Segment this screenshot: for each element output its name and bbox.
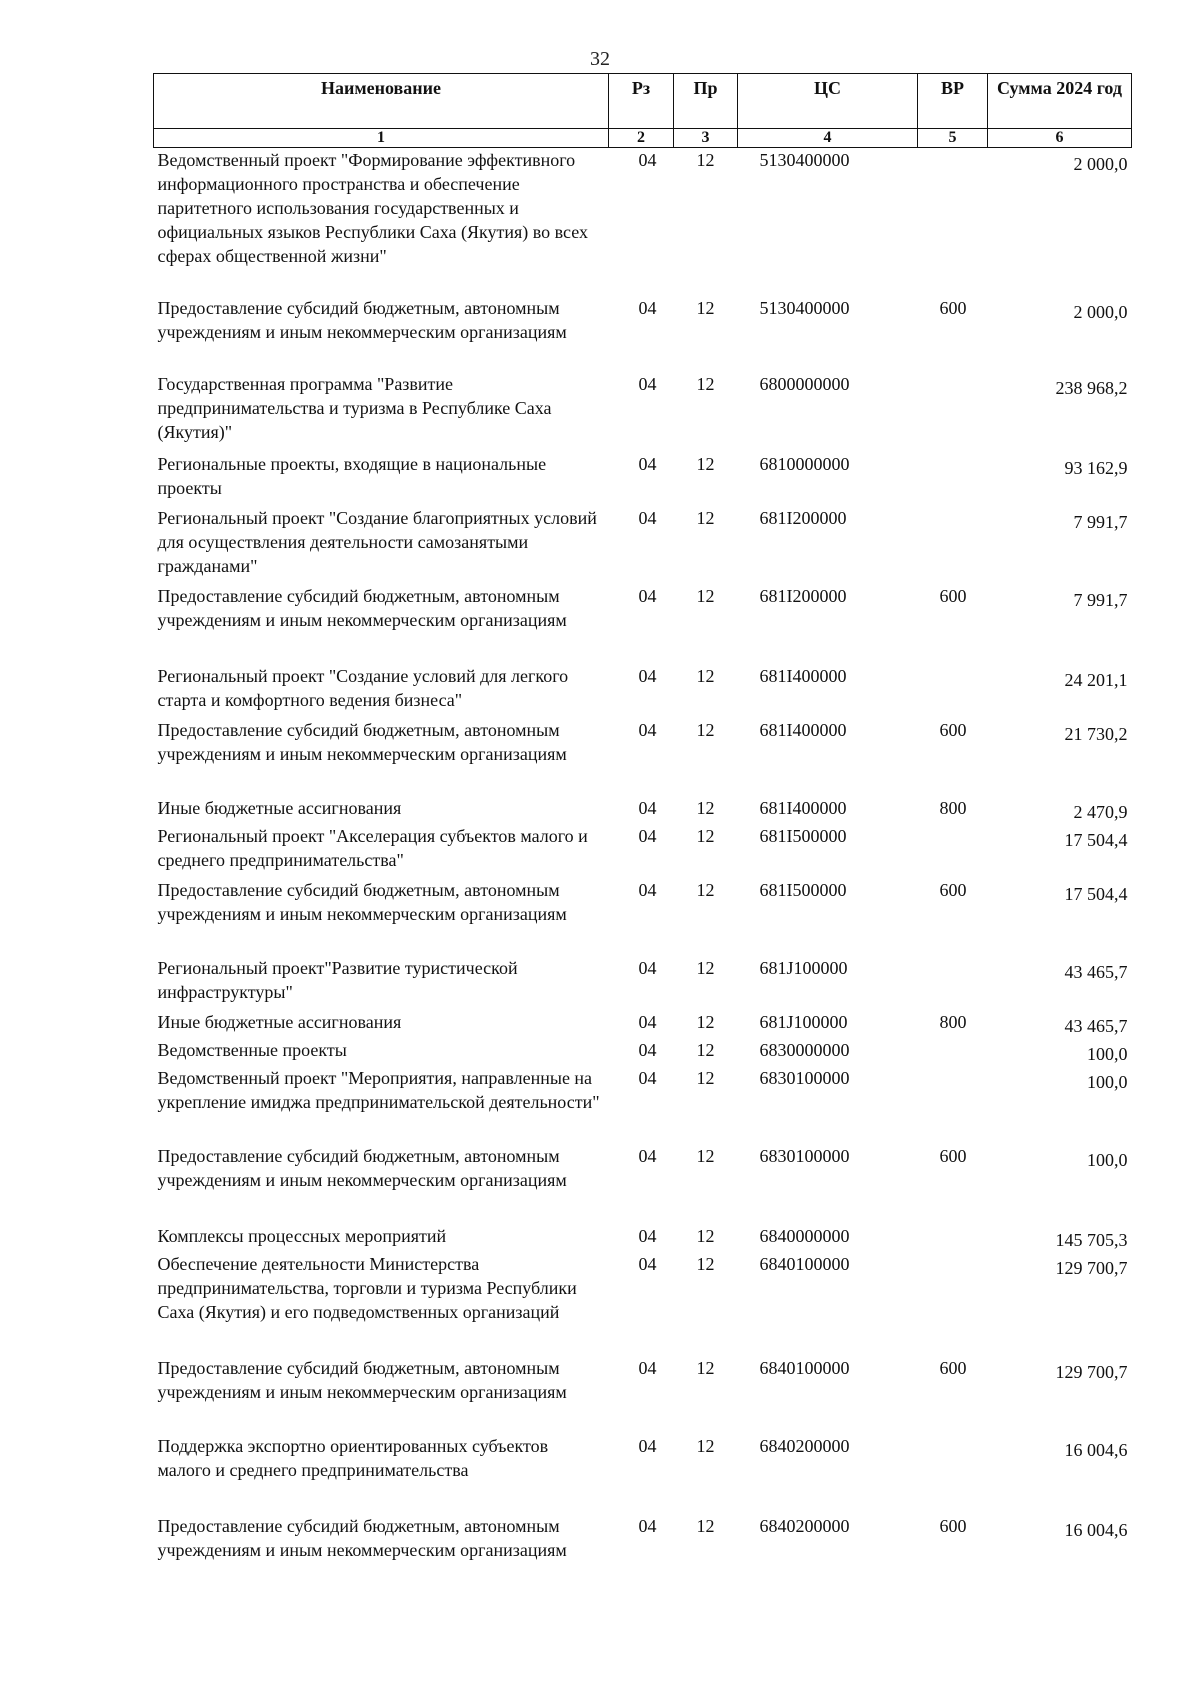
row-rz: 04	[638, 1435, 657, 1456]
row-sum: 17 504,4	[1064, 883, 1128, 904]
table-row	[154, 1434, 1132, 1514]
column-number: 2	[609, 129, 674, 148]
row-name: Обеспечение деятельности Министерства предпринимательства, торговли и туризма Республики Саха (Якутия) и его подведомственных организаций	[157, 1253, 577, 1322]
row-name: Региональный проект "Акселерация субъектов малого и среднего предпринимательства"	[157, 825, 588, 870]
row-pr: 12	[696, 879, 715, 900]
row-name: Государственная программа "Развитие предпринимательства и туризма в Республике Саха (Якутия)"	[157, 373, 552, 442]
table-row	[154, 796, 1132, 824]
row-cs: 6840200000	[759, 1515, 850, 1536]
row-vr	[918, 148, 988, 296]
row-name: Ведомственный проект "Мероприятия, направленные на укрепление имиджа предпринимательской деятельности"	[157, 1067, 600, 1112]
table-row	[154, 584, 1132, 664]
row-sum: 17 504,4	[1064, 829, 1128, 850]
header-pr: Пр	[674, 74, 738, 129]
table-row	[154, 452, 1132, 506]
row-vr: 600	[939, 585, 967, 606]
header-sum: Сумма 2024 год	[988, 74, 1132, 129]
table-row	[154, 664, 1132, 718]
row-name: Комплексы процессных мероприятий	[157, 1225, 447, 1246]
row-name: Ведомственный проект "Формирование эффективного информационного пространства и обеспечение паритетного использования государственных и официальных языков Республики Саха (Якутия) во всех сферах общественной жизни"	[157, 150, 588, 266]
row-pr: 12	[696, 957, 715, 978]
row-pr: 12	[696, 1515, 715, 1536]
row-cs: 6800000000	[759, 373, 850, 394]
row-vr	[918, 1434, 988, 1514]
row-name: Ведомственные проекты	[157, 1039, 347, 1060]
budget-table	[153, 73, 1132, 1568]
column-number: 5	[918, 129, 988, 148]
row-name: Региональные проекты, входящие в национальные проекты	[157, 453, 547, 498]
row-vr	[918, 1252, 988, 1356]
row-pr: 12	[696, 373, 715, 394]
row-vr: 600	[939, 297, 967, 318]
row-pr: 12	[696, 1435, 715, 1456]
row-cs: 6840100000	[759, 1357, 850, 1378]
row-sum: 16 004,6	[1064, 1439, 1128, 1460]
row-sum: 100,0	[1087, 1043, 1128, 1064]
row-cs: 6830000000	[759, 1039, 850, 1060]
row-rz: 04	[638, 1011, 657, 1032]
row-rz: 04	[638, 585, 657, 606]
row-cs: 6830100000	[759, 1067, 850, 1088]
row-rz: 04	[638, 665, 657, 686]
row-sum: 7 991,7	[1073, 589, 1128, 610]
header-vr: ВР	[918, 74, 988, 129]
row-cs: 5130400000	[759, 297, 850, 318]
row-pr: 12	[696, 1067, 715, 1088]
row-cs: 681I400000	[759, 665, 847, 686]
row-name: Региональный проект "Создание благоприятных условий для осуществления деятельности самозанятыми гражданами"	[157, 507, 597, 576]
table-row	[154, 1252, 1132, 1356]
row-vr	[918, 452, 988, 506]
row-name: Предоставление субсидий бюджетным, автономным учреждениям и иным некоммерческим организациям	[157, 879, 567, 924]
row-sum: 100,0	[1087, 1071, 1128, 1092]
table-row	[154, 1144, 1132, 1224]
table-row	[154, 824, 1132, 878]
row-rz: 04	[638, 453, 657, 474]
row-pr: 12	[696, 1253, 715, 1274]
row-cs: 681I200000	[759, 507, 847, 528]
row-vr: 600	[939, 719, 967, 740]
row-name: Иные бюджетные ассигнования	[157, 1011, 402, 1032]
row-sum: 21 730,2	[1064, 723, 1128, 744]
row-cs: 681I400000	[759, 797, 847, 818]
row-sum: 145 705,3	[1055, 1229, 1128, 1250]
row-cs: 6840200000	[759, 1435, 850, 1456]
row-pr: 12	[696, 719, 715, 740]
row-sum: 43 465,7	[1064, 961, 1128, 982]
table-row	[154, 1038, 1132, 1066]
row-rz: 04	[638, 1357, 657, 1378]
row-pr: 12	[696, 1145, 715, 1166]
table-row	[154, 1356, 1132, 1434]
row-vr	[918, 956, 988, 1010]
row-cs: 5130400000	[759, 150, 850, 170]
row-cs: 681J100000	[759, 957, 848, 978]
row-sum: 7 991,7	[1073, 511, 1128, 532]
row-rz: 04	[638, 1039, 657, 1060]
row-rz: 04	[638, 150, 657, 170]
row-pr: 12	[696, 1011, 715, 1032]
row-cs: 6840100000	[759, 1253, 850, 1274]
row-pr: 12	[696, 585, 715, 606]
row-cs: 6810000000	[759, 453, 850, 474]
row-pr: 12	[696, 1357, 715, 1378]
row-vr: 800	[939, 1011, 967, 1032]
table-row	[154, 878, 1132, 956]
row-vr: 600	[939, 1515, 967, 1536]
table-row	[154, 718, 1132, 796]
row-pr: 12	[696, 453, 715, 474]
row-cs: 6840000000	[759, 1225, 850, 1246]
column-number: 1	[154, 129, 609, 148]
row-sum: 100,0	[1087, 1149, 1128, 1170]
row-vr	[918, 664, 988, 718]
column-number: 4	[738, 129, 918, 148]
row-pr: 12	[696, 825, 715, 846]
table-row	[154, 372, 1132, 452]
row-rz: 04	[638, 1067, 657, 1088]
table-row	[154, 296, 1132, 372]
row-sum: 43 465,7	[1064, 1015, 1128, 1036]
row-name: Региональный проект "Создание условий для легкого старта и комфортного ведения бизнеса"	[157, 665, 569, 710]
row-rz: 04	[638, 1225, 657, 1246]
row-pr: 12	[696, 297, 715, 318]
table-row	[154, 506, 1132, 584]
table-row	[154, 1010, 1132, 1038]
row-sum: 24 201,1	[1064, 669, 1128, 690]
row-vr	[918, 1224, 988, 1252]
row-vr	[918, 824, 988, 878]
row-sum: 238 968,2	[1055, 377, 1128, 398]
row-pr: 12	[696, 797, 715, 818]
row-rz: 04	[638, 957, 657, 978]
row-name: Предоставление субсидий бюджетным, автономным учреждениям и иным некоммерческим организациям	[157, 1515, 567, 1560]
row-sum: 16 004,6	[1064, 1519, 1128, 1540]
row-name: Предоставление субсидий бюджетным, автономным учреждениям и иным некоммерческим организациям	[157, 1145, 567, 1190]
table-column-numbers-row	[154, 129, 1132, 148]
row-vr: 600	[939, 1145, 967, 1166]
row-rz: 04	[638, 879, 657, 900]
row-sum: 93 162,9	[1064, 457, 1128, 478]
column-number: 3	[674, 129, 738, 148]
row-name: Предоставление субсидий бюджетным, автономным учреждениям и иным некоммерческим организациям	[157, 297, 567, 342]
row-pr: 12	[696, 1039, 715, 1060]
row-pr: 12	[696, 507, 715, 528]
row-name: Поддержка экспортно ориентированных субъектов малого и среднего предпринимательства	[157, 1435, 549, 1480]
row-name: Предоставление субсидий бюджетным, автономным учреждениям и иным некоммерческим организациям	[157, 719, 567, 764]
table-row	[154, 956, 1132, 1010]
column-number: 6	[988, 129, 1132, 148]
row-cs: 6830100000	[759, 1145, 850, 1166]
row-rz: 04	[638, 297, 657, 318]
row-vr: 800	[939, 797, 967, 818]
header-cs: ЦС	[738, 74, 918, 129]
row-rz: 04	[638, 373, 657, 394]
row-pr: 12	[696, 150, 715, 170]
row-vr: 600	[939, 879, 967, 900]
row-cs: 681J100000	[759, 1011, 848, 1032]
row-name: Предоставление субсидий бюджетным, автономным учреждениям и иным некоммерческим организациям	[157, 1357, 567, 1402]
page-number: 32	[590, 48, 610, 70]
row-rz: 04	[638, 825, 657, 846]
table-row	[154, 1514, 1132, 1568]
row-vr	[918, 1038, 988, 1066]
row-sum: 2 000,0	[1073, 154, 1128, 174]
row-name: Региональный проект"Развитие туристической инфраструктуры"	[157, 957, 518, 1002]
row-vr	[918, 372, 988, 452]
table-row	[154, 1224, 1132, 1252]
table-row	[154, 1066, 1132, 1144]
row-rz: 04	[638, 719, 657, 740]
row-rz: 04	[638, 1145, 657, 1166]
row-rz: 04	[638, 797, 657, 818]
row-sum: 129 700,7	[1055, 1361, 1128, 1382]
row-rz: 04	[638, 1515, 657, 1536]
row-cs: 681I400000	[759, 719, 847, 740]
table-header-row	[154, 74, 1132, 129]
row-sum: 2 470,9	[1073, 801, 1128, 822]
row-name: Иные бюджетные ассигнования	[157, 797, 402, 818]
row-vr: 600	[939, 1357, 967, 1378]
row-rz: 04	[638, 507, 657, 528]
row-vr	[918, 506, 988, 584]
table-row	[154, 148, 1132, 296]
header-rz: Рз	[609, 74, 674, 129]
row-sum: 2 000,0	[1073, 301, 1128, 322]
row-vr	[918, 1066, 988, 1144]
row-cs: 681I500000	[759, 825, 847, 846]
row-cs: 681I500000	[759, 879, 847, 900]
header-name: Наименование	[154, 74, 609, 129]
row-pr: 12	[696, 665, 715, 686]
row-sum: 129 700,7	[1055, 1257, 1128, 1278]
row-rz: 04	[638, 1253, 657, 1274]
row-pr: 12	[696, 1225, 715, 1246]
row-cs: 681I200000	[759, 585, 847, 606]
row-name: Предоставление субсидий бюджетным, автономным учреждениям и иным некоммерческим организациям	[157, 585, 567, 630]
